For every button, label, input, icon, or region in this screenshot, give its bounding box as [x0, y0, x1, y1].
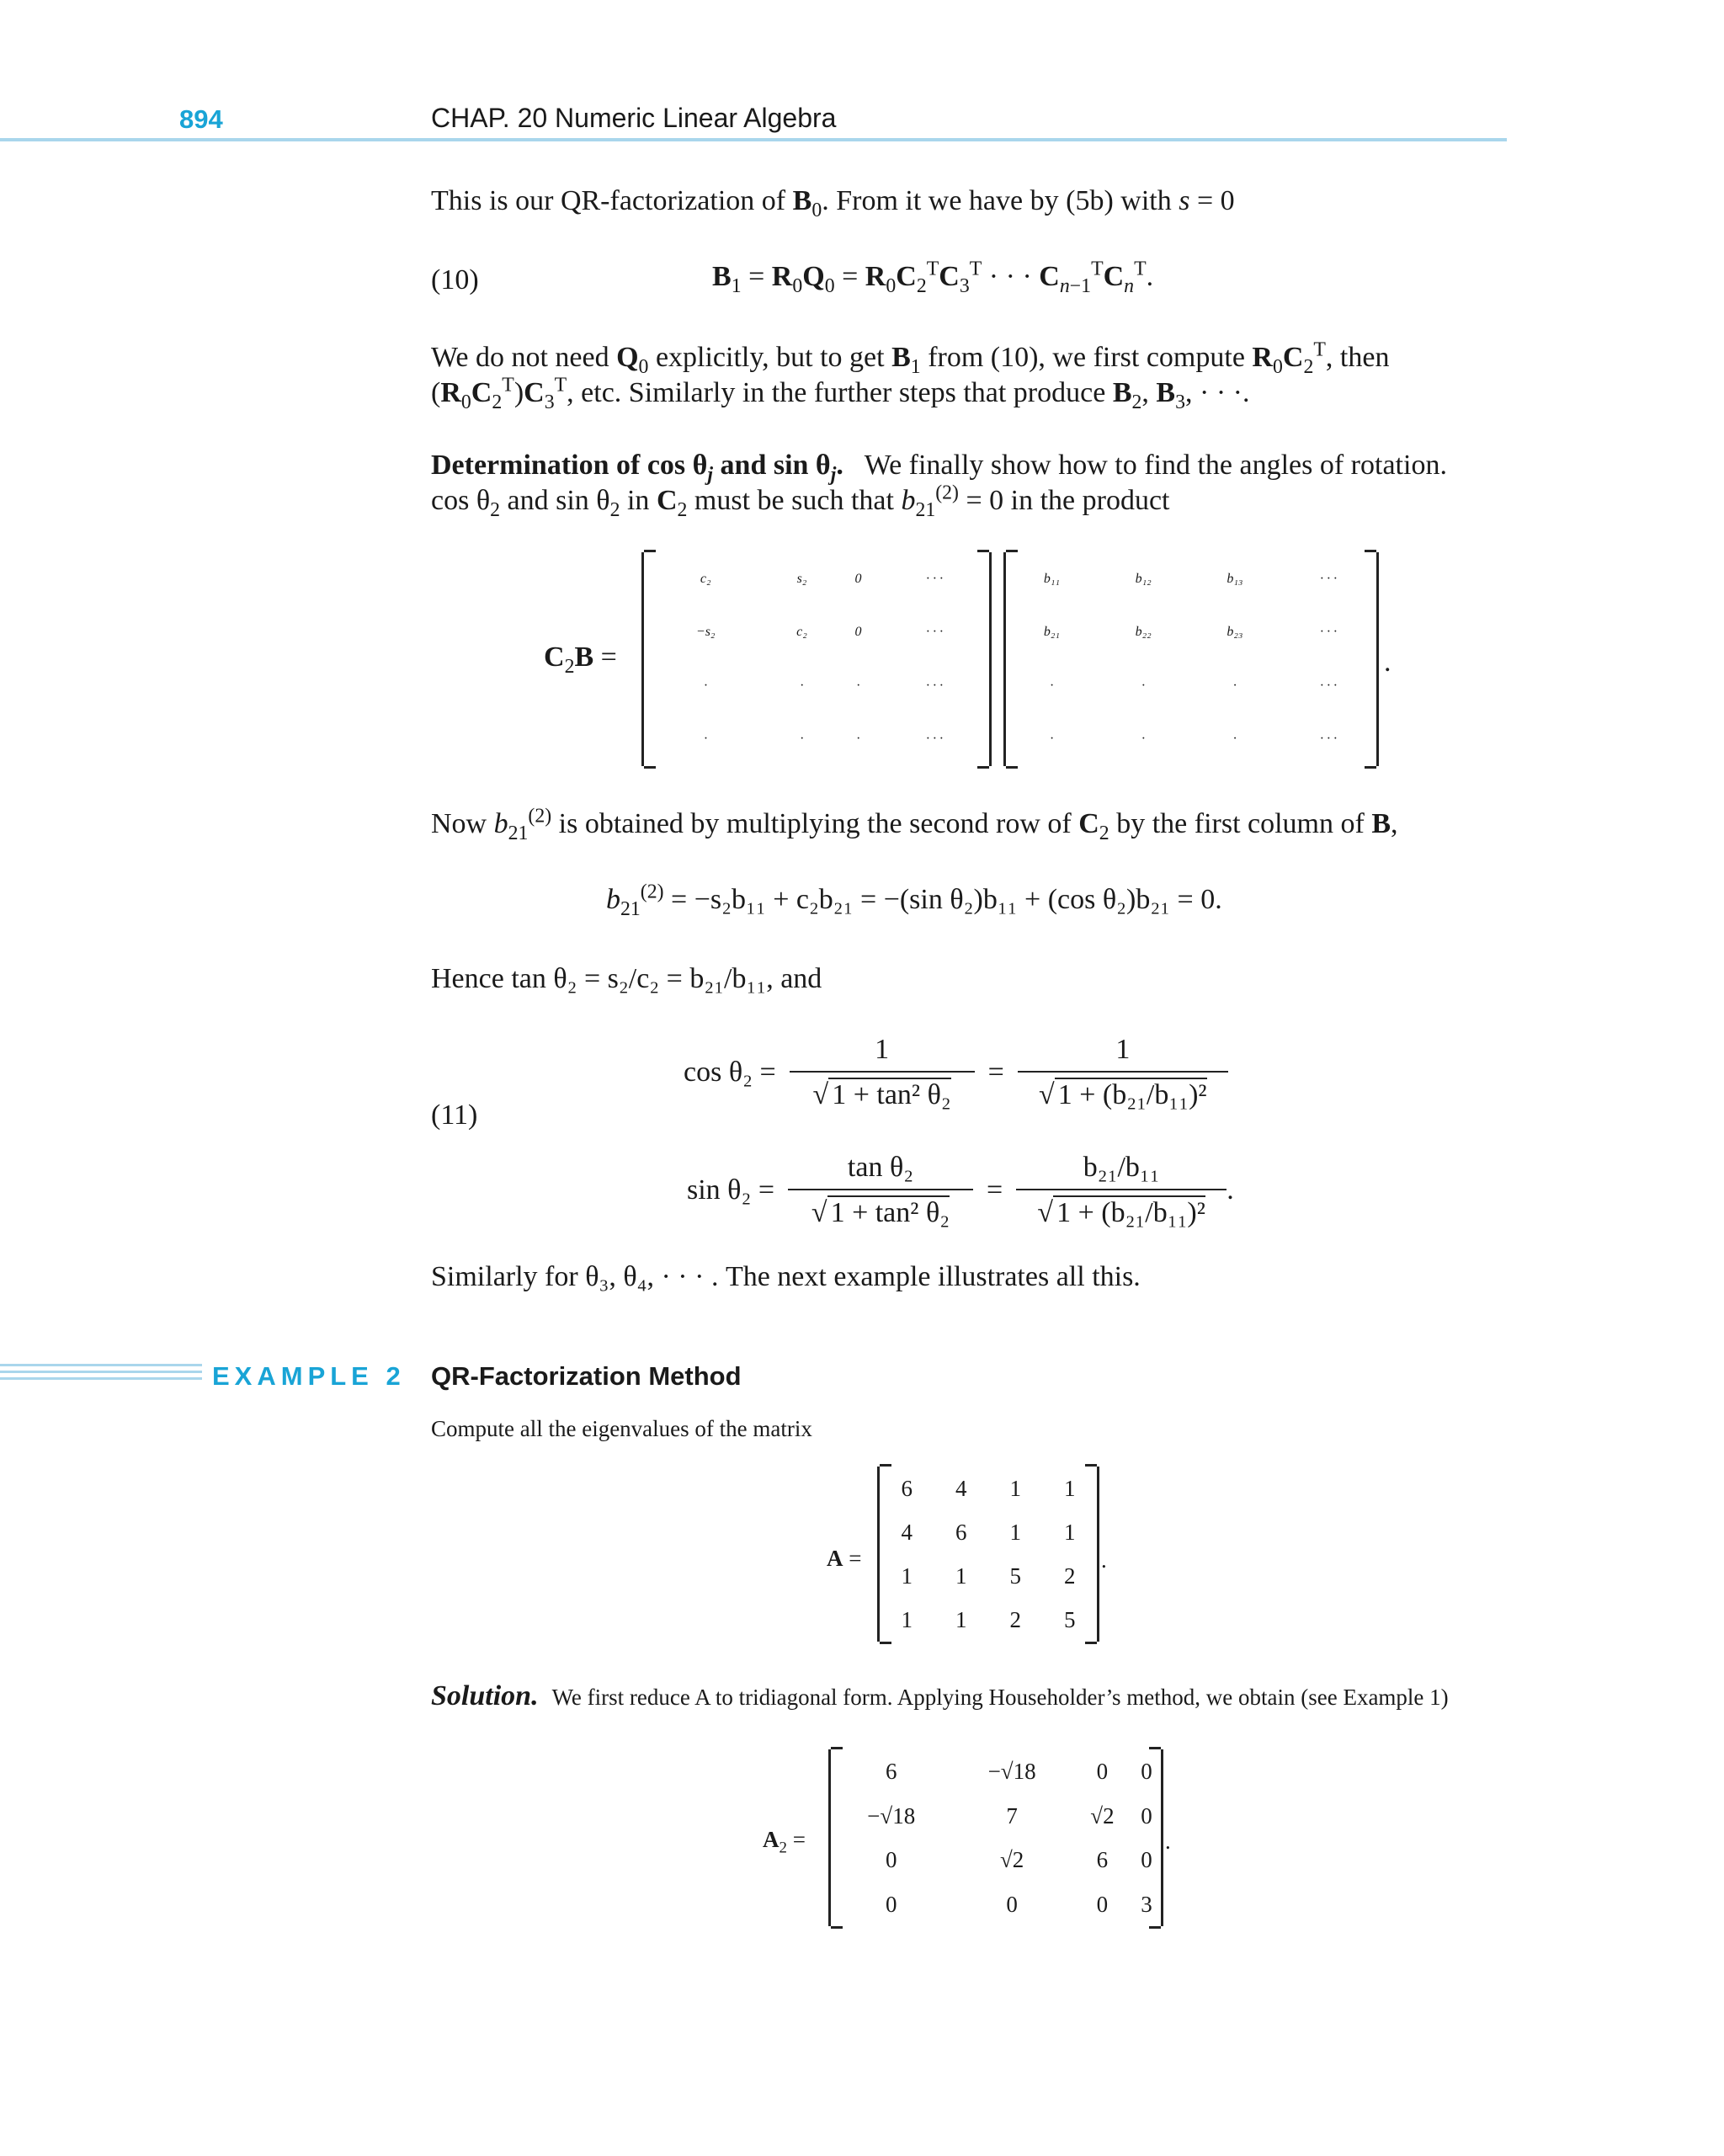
matrix-cell: · — [800, 678, 804, 693]
matrix-cell: −s₂ — [695, 625, 716, 640]
matrix-cell: 1 — [1064, 1520, 1076, 1545]
matrix-cell: · — [704, 732, 708, 747]
running-head: CHAP. 20 Numeric Linear Algebra — [431, 103, 837, 133]
matrix-cell: c₂ — [700, 571, 711, 586]
matrix-cell: 0 — [1141, 1759, 1152, 1785]
matrix-row — [880, 1467, 1097, 1510]
matrix-cell: 1 — [901, 1607, 913, 1632]
matrix-cell: 1 — [1064, 1476, 1076, 1501]
matrix-cell: 0 — [1141, 1847, 1152, 1873]
matrix-cell: · — [1232, 678, 1237, 693]
matrix-row — [1006, 659, 1376, 713]
matrix-cell: · — [1232, 732, 1237, 747]
matrix-row — [880, 1510, 1097, 1554]
matrix-cell: 2 — [1009, 1607, 1021, 1632]
matrix-cell: 7 — [1006, 1802, 1018, 1829]
example-rules — [0, 1364, 202, 1384]
matrix-cell: 0 — [854, 571, 862, 586]
matrix-cell: 0 — [1096, 1891, 1109, 1917]
matrix-a2-lhs: $A_2$ = — [763, 1827, 806, 1857]
matrix-cell: 1 — [901, 1563, 913, 1589]
matrix-a-lhs: A = — [827, 1546, 862, 1571]
matrix-cell: 1 — [1009, 1520, 1021, 1545]
c2b-lhs: $C_2B$ = — [544, 641, 617, 678]
matrix-cell: 0 — [885, 1891, 897, 1917]
matrix-cell: 6 — [1096, 1847, 1109, 1873]
matrix-cell: −√18 — [867, 1802, 916, 1829]
matrix-cell: 6 — [885, 1759, 897, 1785]
matrix-cell: √2 — [1090, 1802, 1115, 1829]
matrix-cell: · — [704, 678, 708, 693]
matrix-cell: · · · — [926, 678, 944, 693]
example-title: QR-Factorization Method — [431, 1361, 742, 1391]
matrix-row — [880, 1598, 1097, 1642]
matrix-cell: b₂₂ — [1135, 625, 1152, 640]
example-prompt: Compute all the eigenvalues of the matrix — [431, 1416, 812, 1441]
matrix-cell: · · · — [926, 732, 944, 747]
matrix-row — [831, 1794, 1161, 1839]
matrix-cell: · · · — [1320, 732, 1338, 747]
matrix-cell: 1 — [1009, 1476, 1021, 1501]
matrix-cell: 0 — [1096, 1759, 1109, 1785]
equation-b21: $b_{21}^{(2)} = -s_2b_{11} + c_2b_{21} = -(\sin$ θ₂)b₁₁ + (cos θ₂)b₂₁ = 0. — [606, 881, 1222, 920]
matrix-cell: 0 — [1141, 1802, 1152, 1829]
matrix-cell: · — [1050, 678, 1054, 693]
matrix-cell: 4 — [901, 1520, 913, 1545]
matrix-row — [644, 552, 989, 606]
matrix-cell: 0 — [1006, 1891, 1018, 1917]
matrix-b — [1003, 552, 1379, 766]
matrix-row — [644, 713, 989, 767]
matrix-row — [1006, 552, 1376, 606]
c2b-end: . — [1384, 647, 1391, 678]
matrix-a — [877, 1467, 1099, 1642]
matrix-cell: · — [1050, 732, 1054, 747]
matrix-cell: 4 — [955, 1476, 967, 1501]
matrix-cell: · · · — [1320, 571, 1338, 586]
solution-line: Solution. We first reduce A to tridiagonal form. Applying Householder’s method, we obtain (see Example 1) — [431, 1680, 1449, 1711]
paragraph-hence: Hence tan θ₂ = s₂/c₂ = b₂₁/b₁₁, and — [431, 963, 822, 994]
rotation-matrix-c2 — [641, 552, 992, 766]
matrix-cell: · · · — [926, 571, 944, 586]
matrix-a2-end: . — [1165, 1829, 1171, 1854]
matrix-cell: · · · — [926, 625, 944, 640]
matrix-cell: −√18 — [987, 1759, 1036, 1785]
matrix-cell: c₂ — [796, 625, 807, 640]
matrix-row — [831, 1749, 1161, 1794]
matrix-cell: b₁₂ — [1135, 571, 1152, 586]
paragraph-similarly: Similarly for θ₃, θ₄, · · · . The next example illustrates all this. — [431, 1261, 1141, 1292]
determination-heading: Determination of $\cos \theta_j$ and $\sin \theta_j$. — [431, 450, 843, 486]
example-label: EXAMPLE 2 — [212, 1361, 406, 1391]
matrix-cell: 3 — [1141, 1891, 1152, 1917]
matrix-cell: b₁₃ — [1226, 571, 1243, 586]
matrix-row — [1006, 713, 1376, 767]
equation-label-10: (10) — [431, 264, 479, 295]
matrix-cell: 1 — [955, 1563, 967, 1589]
equation-cos: cos θ₂ = $\frac{1}{\text{√ 1 + tan² θ₂}}$ = $\frac{1}{\text{√ 1 + (b₂₁/b₁₁)²}}$ — [684, 1022, 1228, 1123]
matrix-cell: · · · — [1320, 625, 1338, 640]
matrix-cell: 5 — [1009, 1563, 1021, 1589]
matrix-cell: · — [856, 678, 860, 693]
matrix-cell: · · · — [1320, 678, 1338, 693]
page-number: 894 — [179, 104, 223, 134]
matrix-cell: 0 — [885, 1847, 897, 1873]
paragraph-intro: This is our QR-factorization of $B_0$. From it we have by (5b) with s = 0 — [431, 185, 1235, 221]
equation-label-11: (11) — [431, 1099, 478, 1131]
matrix-a-end: . — [1101, 1547, 1107, 1573]
paragraph-now: Now $b_{21}^{(2)}$ is obtained by multiplying the second row of $C_2$ by the first column of B, — [431, 805, 1398, 844]
matrix-cell: · — [800, 732, 804, 747]
matrix-cell: 6 — [955, 1520, 967, 1545]
matrix-cell: · — [856, 732, 860, 747]
matrix-cell: 0 — [854, 625, 862, 640]
matrix-cell: · — [1141, 732, 1146, 747]
matrix-cell: 5 — [1064, 1607, 1076, 1632]
matrix-row — [831, 1838, 1161, 1882]
matrix-row — [880, 1554, 1097, 1598]
matrix-cell: 6 — [901, 1476, 913, 1501]
matrix-cell: 2 — [1064, 1563, 1076, 1589]
matrix-cell: b₁₁ — [1043, 571, 1060, 586]
matrix-cell: b₂₁ — [1043, 625, 1060, 640]
matrix-row — [644, 606, 989, 660]
matrix-cell: √2 — [999, 1847, 1024, 1873]
matrix-cell: · — [1141, 678, 1146, 693]
matrix-cell: b₂₃ — [1226, 625, 1243, 640]
equation-sin: sin θ₂ = $\frac{\text{tan θ₂}}{\text{√ 1 + tan² θ₂}}$ = $\frac{\text{b₂₁/b₁₁}}{\text{√ 1 + (b₂₁/b₁₁)²}}$ . — [687, 1152, 1234, 1228]
matrix-cell: s₂ — [796, 571, 807, 586]
header-rule — [0, 138, 1507, 141]
matrix-cell: 1 — [955, 1607, 967, 1632]
matrix-a2 — [828, 1749, 1163, 1926]
paragraph-q0: We do not need $Q_0$ explicitly, but to get $B_1$ from (10), we first compute $R_0C_2^T$, then $(R_0C_2^T)C_3^T$, etc. Similarly in the further steps that produce $B_2$, $B_3$, · · ·. — [431, 338, 1390, 413]
matrix-row — [644, 659, 989, 713]
matrix-row — [831, 1882, 1161, 1927]
equation-10: $B_1 = R_0Q_0 = R_0C_2^TC_3^T$ · · · $C_{n-1}^TC_n^T$. — [712, 258, 1154, 297]
matrix-row — [1006, 606, 1376, 660]
paragraph-determination: Determination of $\cos \theta_j$ and $\sin \theta_j$. We finally show how to find the angles of rotation. $\cos \theta_2$ and $\sin \theta_2$ in $C_2$ must be such that $b_{21}^{(2)} = 0$ in the product — [431, 450, 1447, 521]
